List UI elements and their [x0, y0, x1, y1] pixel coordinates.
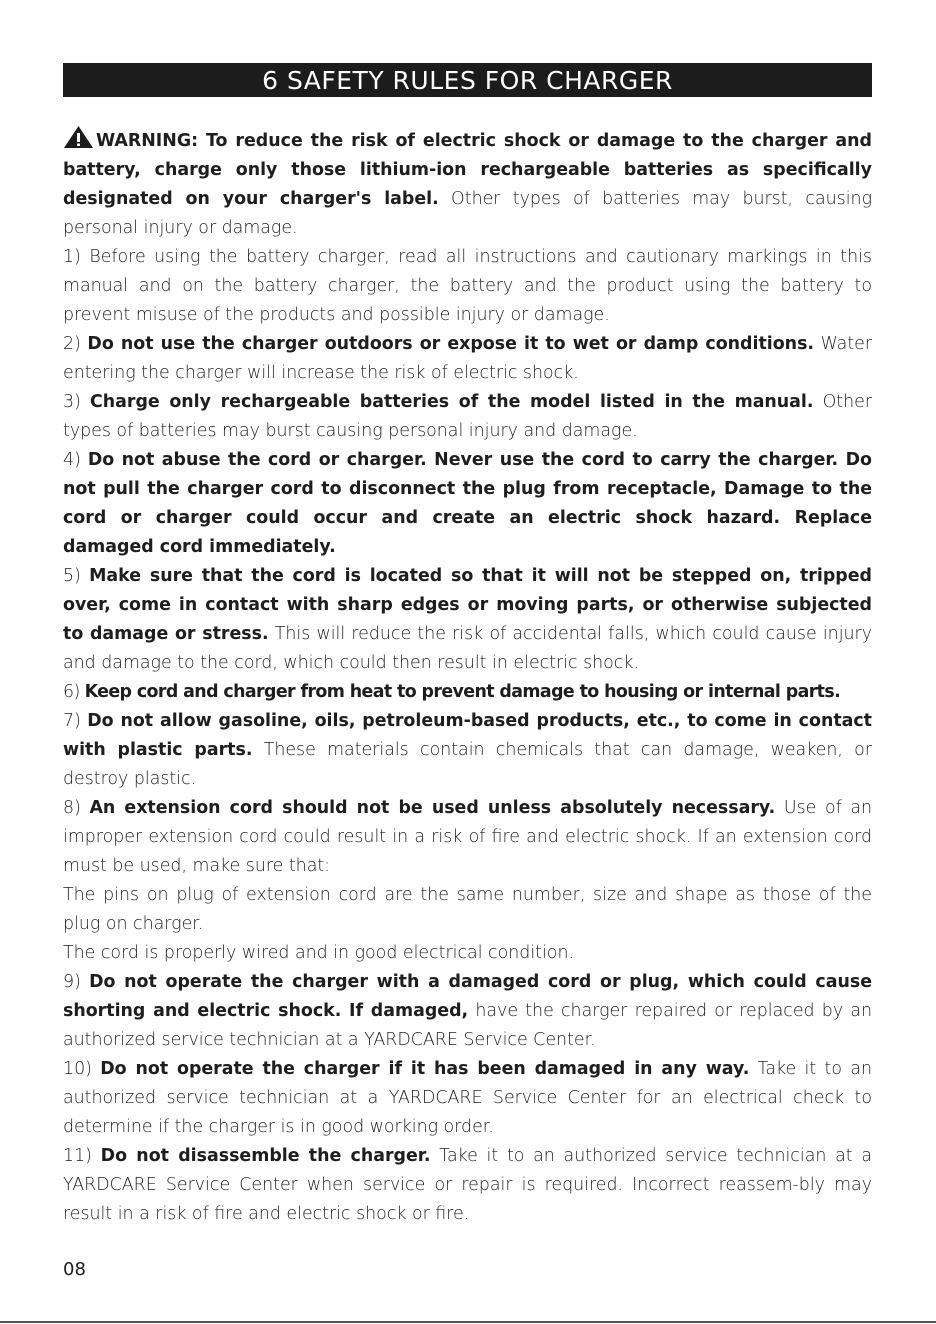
- rule-text: Water entering the charger will increase the risk of electric shock.: [63, 334, 873, 383]
- rule-item-11: [63, 1142, 872, 1229]
- safety-rules-body: [63, 125, 872, 1229]
- rule-text: have the charger repaired or replaced by an authorized service technician at a YARDCARE Service Center.: [63, 1001, 872, 1050]
- rule-number: 7): [63, 711, 88, 731]
- rule-number: 3): [63, 392, 90, 412]
- rule-item-9: [63, 968, 872, 1055]
- rule-item-2: [63, 330, 872, 388]
- rule-bold-text: Do not operate the charger with a damaged cord or plug, which could cause shorting and electric shock. If damaged,: [63, 972, 872, 1021]
- rule-number: 8): [63, 798, 90, 818]
- warning-bold-text: WARNING: To reduce the risk of electric shock or damage to the charger and battery, charge only those lithium-ion rechargeable batteries as specifically designated on your charger's label.: [63, 131, 872, 209]
- warning-triangle-icon: [63, 125, 94, 149]
- rule-text: Before using the battery charger, read all instructions and cautionary markings in this manual and on the battery charger, the battery and the product using the battery to prevent misuse of the products and possible injury or damage.: [63, 247, 872, 325]
- bottom-divider: [0, 1321, 936, 1323]
- rule-item-10: [63, 1055, 872, 1142]
- rule-item-8: [63, 794, 872, 881]
- rule-bold-text: Do not operate the charger if it has been damaged in any way.: [100, 1059, 750, 1079]
- warning-paragraph: [63, 125, 872, 243]
- rule-item-3: [63, 388, 872, 446]
- rule-text: These materials contain chemicals that can damage, weaken, or destroy plastic.: [63, 740, 872, 789]
- rule-bold-text: Do not disassemble the charger.: [100, 1146, 431, 1166]
- rule-bold-text: Charge only rechargeable batteries of the model listed in the manual.: [89, 392, 814, 412]
- rule-bold-text: Make sure that the cord is located so that it will not be stepped on, tripped over, come in contact with sharp edges or moving parts, or otherwise subjected to damage or stress.: [63, 566, 872, 644]
- rule-item-6: [63, 678, 872, 707]
- warning-text: Other types of batteries may burst, causing personal injury or damage.: [63, 189, 873, 238]
- rule-text: Use of an improper extension cord could result in a risk of fire and electric shock. If an extension cord must be used, make sure that:: [63, 798, 872, 876]
- rule-item-1: [63, 243, 872, 330]
- rule-text: Take it to an authorized service technician at a YARDCARE Service Center for an electrical check to determine if the charger is in good working order.: [63, 1059, 872, 1137]
- rule-bold-text: Do not use the charger outdoors or expose it to wet or damp conditions.: [87, 334, 815, 354]
- rule-text: This will reduce the risk of accidental falls, which could cause injury and damage to the cord, which could then result in electric shock.: [63, 624, 872, 673]
- rule-number: 6): [63, 682, 85, 702]
- rule-number: 9): [63, 972, 90, 992]
- rule-bold-text: Keep cord and charger from heat to prevent damage to housing or internal parts.: [84, 682, 841, 702]
- rule-bold-text: Do not abuse the cord or charger. Never use the cord to carry the charger. Do not pull the charger cord to disconnect the plug from receptacle, Damage to the cord or charger could occur and create an electric shock hazard. Replace damaged cord immediately.: [63, 450, 872, 557]
- rule-item-4: [63, 446, 872, 562]
- rule-bold-text: Do not allow gasoline, oils, petroleum-based products, etc., to come in contact with plastic parts.: [63, 711, 872, 760]
- extension-note-1: The pins on plug of extension cord are the same number, size and shape as those of the plug on charger.: [63, 885, 872, 934]
- rule-number: 1): [63, 247, 90, 267]
- rule-number: 4): [63, 450, 88, 470]
- rule-number: 5): [63, 566, 90, 586]
- rule-number: 10): [63, 1059, 101, 1079]
- rule-number: 11): [63, 1146, 101, 1166]
- rule-bold-text: An extension cord should not be used unless absolutely necessary.: [89, 798, 776, 818]
- section-title: 6 SAFETY RULES FOR CHARGER: [262, 65, 673, 95]
- rule-text: Take it to an authorized service technician at a YARDCARE Service Center when service or repair is required. Incorrect reassem-bly may result in a risk of fire and electric shock or fire.: [63, 1146, 872, 1224]
- page-number: 08: [63, 1259, 86, 1280]
- rule-item-7: [63, 707, 872, 794]
- rule-number: 2): [63, 334, 88, 354]
- rule-item-5: [63, 562, 872, 678]
- section-title-bar: [63, 63, 872, 97]
- rule-text: Other types of batteries may burst causing personal injury and damage.: [63, 392, 872, 441]
- extension-note-2: The cord is properly wired and in good electrical condition.: [63, 943, 574, 963]
